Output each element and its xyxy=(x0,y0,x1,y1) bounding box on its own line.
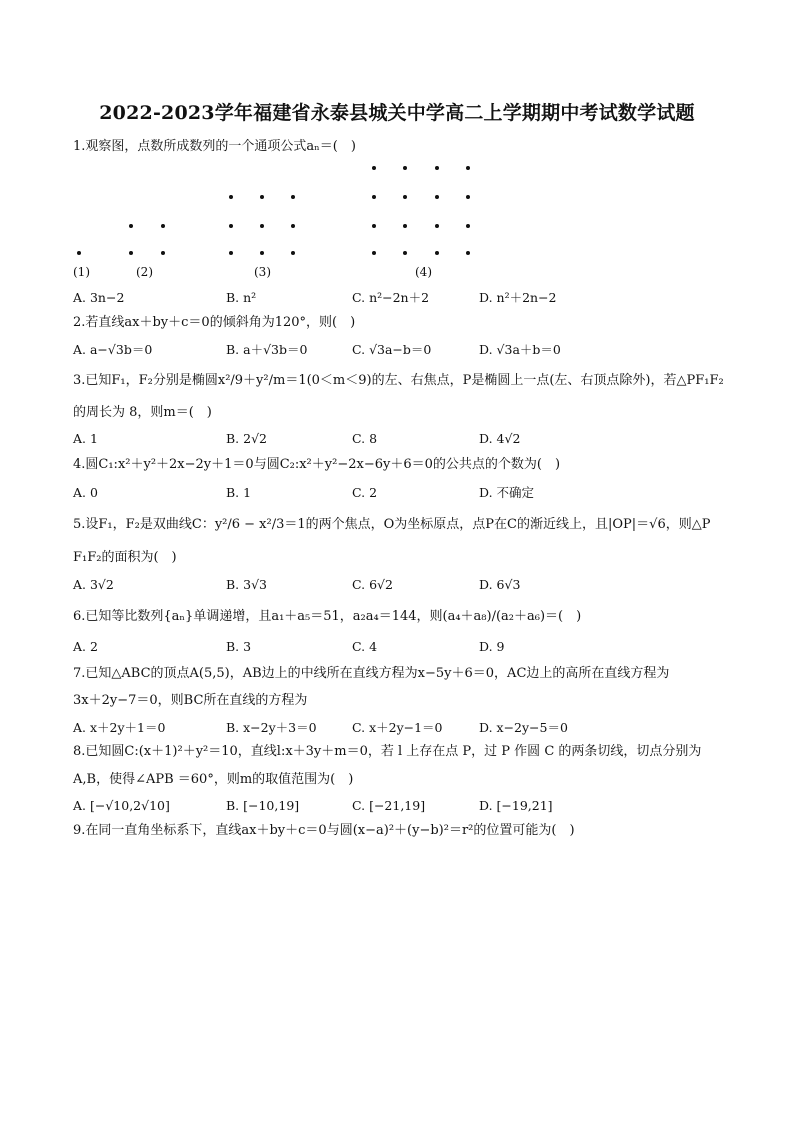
dot xyxy=(77,251,81,255)
option-a: A. 1 xyxy=(73,431,98,446)
option-a: A. x＋2y＋1＝0 xyxy=(73,720,166,735)
option-d: D. 不确定 xyxy=(479,485,535,500)
question-7-text-cont: 3x＋2y−7＝0，则BC所在直线的方程为 xyxy=(73,693,308,708)
option-b: B. x−2y＋3＝0 xyxy=(226,720,317,735)
dot xyxy=(435,224,439,228)
dot xyxy=(466,195,470,199)
dot xyxy=(260,195,264,199)
option-b: B. 1 xyxy=(226,485,252,500)
option-c: C. [−21,19] xyxy=(352,798,426,813)
question-4-text: 4.圆C₁:x²＋y²＋2x−2y＋1＝0与圆C₂:x²＋y²−2x−6y＋6＝0的公共点的个数为( ) xyxy=(73,457,561,472)
figure-caption: (3) xyxy=(254,265,271,279)
option-c: C. n²−2n＋2 xyxy=(352,290,430,305)
question-5-text-cont: F₁F₂的面积为( ) xyxy=(73,550,177,565)
dot xyxy=(260,251,264,255)
option-b: B. a＋√3b＝0 xyxy=(226,342,308,357)
option-b: B. 3 xyxy=(226,639,252,654)
option-b: B. 3√3 xyxy=(226,577,268,592)
question-8-text-cont: A,B，使得∠APB ＝60°，则m的取值范围为( ) xyxy=(73,772,354,787)
dot xyxy=(403,195,407,199)
option-b: B. [−10,19] xyxy=(226,798,300,813)
question-5-text: 5.设F₁，F₂是双曲线C：y²/6 − x²/3＝1的两个焦点，O为坐标原点，点P在C的渐近线上，且|OP|＝√6，则△P xyxy=(73,517,711,532)
exam-title: 2022-2023学年福建省永泰县城关中学高二上学期期中考试数学试题 xyxy=(99,102,695,124)
question-2-text: 2.若直线ax＋by＋c＝0的倾斜角为120°，则( ) xyxy=(73,315,356,330)
option-d: D. √3a＋b＝0 xyxy=(479,342,561,357)
option-c: C. x＋2y−1＝0 xyxy=(352,720,443,735)
option-a: A. 2 xyxy=(73,639,98,654)
dot xyxy=(435,195,439,199)
option-d: D. [−19,21] xyxy=(479,798,553,813)
option-a: A. 3√2 xyxy=(73,577,114,592)
dot xyxy=(403,224,407,228)
dot xyxy=(372,195,376,199)
option-c: C. 6√2 xyxy=(352,577,393,592)
dot xyxy=(466,224,470,228)
dot xyxy=(129,224,133,228)
dot xyxy=(435,166,439,170)
dot xyxy=(372,251,376,255)
option-a: A. 0 xyxy=(73,485,98,500)
dot xyxy=(129,251,133,255)
option-c: C. 8 xyxy=(352,431,378,446)
question-3-text: 3.已知F₁，F₂分别是椭圆x²/9＋y²/m＝1(0＜m＜9)的左、右焦点，P是椭圆上一点(左、右顶点除外)，若△PF₁F₂ xyxy=(73,373,724,388)
dot xyxy=(403,166,407,170)
dot xyxy=(161,224,165,228)
dot xyxy=(291,224,295,228)
question-9-text: 9.在同一直角坐标系下，直线ax＋by＋c＝0与圆(x−a)²＋(y−b)²＝r²的位置可能为( ) xyxy=(73,823,575,838)
dot xyxy=(229,224,233,228)
question-1-text: 1.观察图，点数所成数列的一个通项公式aₙ＝( ) xyxy=(73,139,356,154)
figure-caption: (2) xyxy=(136,265,153,279)
dot xyxy=(435,251,439,255)
option-d: D. 6√3 xyxy=(479,577,521,592)
option-c: C. 4 xyxy=(352,639,378,654)
dot xyxy=(229,195,233,199)
option-c: C. 2 xyxy=(352,485,378,500)
figure-caption: (4) xyxy=(415,265,432,279)
option-d: D. x−2y−5＝0 xyxy=(479,720,568,735)
dot xyxy=(403,251,407,255)
dot xyxy=(229,251,233,255)
dot xyxy=(291,251,295,255)
option-a: A. a−√3b＝0 xyxy=(73,342,153,357)
option-c: C. √3a−b＝0 xyxy=(352,342,432,357)
dot xyxy=(372,224,376,228)
dot xyxy=(260,224,264,228)
dot xyxy=(291,195,295,199)
option-d: D. 4√2 xyxy=(479,431,521,446)
option-a: A. 3n−2 xyxy=(73,290,125,305)
question-6-text: 6.已知等比数列{aₙ}单调递增，且a₁＋a₅＝51，a₂a₄＝144，则(a₄＋a₈)/(a₂＋a₆)＝( ) xyxy=(73,609,582,624)
question-7-text: 7.已知△ABC的顶点A(5,5)，AB边上的中线所在直线方程为x−5y＋6＝0，AC边上的高所在直线方程为 xyxy=(73,666,670,681)
dot xyxy=(466,166,470,170)
question-8-text: 8.已知圆C:(x＋1)²＋y²＝10，直线l:x＋3y＋m＝0，若 l 上存在点 P，过 P 作圆 C 的两条切线，切点分别为 xyxy=(73,744,702,759)
option-a: A. [−√10,2√10] xyxy=(73,798,170,813)
question-3-text-cont: 的周长为 8，则m＝( ) xyxy=(73,405,212,420)
figure-caption: (1) xyxy=(73,265,90,279)
option-d: D. n²＋2n−2 xyxy=(479,290,557,305)
dot xyxy=(161,251,165,255)
dot xyxy=(372,166,376,170)
dot xyxy=(466,251,470,255)
option-d: D. 9 xyxy=(479,639,505,654)
option-b: B. n² xyxy=(226,290,257,305)
option-b: B. 2√2 xyxy=(226,431,268,446)
